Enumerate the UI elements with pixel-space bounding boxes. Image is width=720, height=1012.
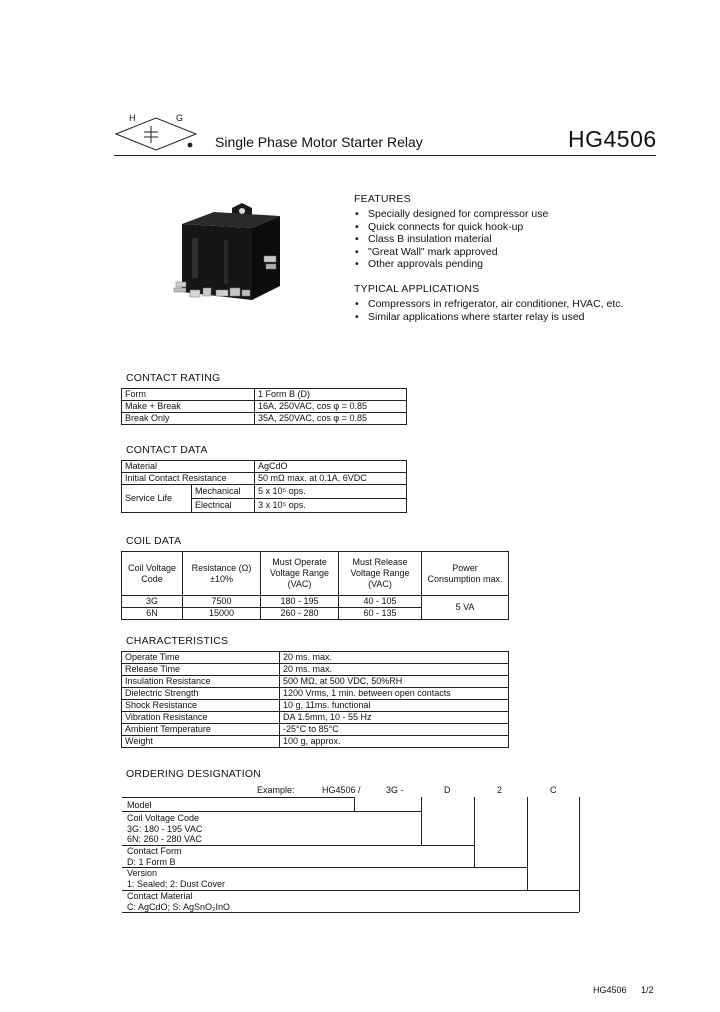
- col-header: Must Release Voltage Range (VAC): [339, 552, 422, 596]
- row-value: 16A, 250VAC, cos φ = 0.85: [255, 401, 407, 413]
- logo-letter-h: H: [129, 113, 136, 123]
- example-label: Example:: [257, 785, 295, 795]
- code-coil: 3G -: [386, 785, 404, 795]
- footer-page: 1/2: [641, 985, 654, 995]
- row-value: 3 x 10⁵ ops.: [255, 499, 407, 513]
- row-value: 5 x 10⁵ ops.: [255, 485, 407, 499]
- contact-material-line: Contact Material: [127, 891, 193, 901]
- row-label: Break Only: [122, 413, 255, 425]
- table-row: [122, 485, 407, 499]
- row-label: Shock Resistance: [122, 700, 280, 712]
- coil-data-table: [121, 551, 509, 620]
- feature-item: • Quick connects for quick hook-up: [354, 221, 548, 234]
- table-row: [122, 712, 509, 724]
- footer-model: HG4506: [593, 985, 627, 995]
- coil-code-block: [127, 813, 202, 845]
- col-header: Must Operate Voltage Range (VAC): [261, 552, 339, 596]
- row-label: Ambient Temperature: [122, 724, 280, 736]
- row-label: Initial Contact Resistance: [122, 473, 255, 485]
- version-connector: [527, 797, 528, 890]
- col-header: Power Consumption max.: [422, 552, 509, 596]
- coil-data-heading: COIL DATA: [126, 535, 182, 547]
- characteristics-table: [121, 651, 509, 748]
- table-row: [122, 676, 509, 688]
- row-value: 50 mΩ max. at 0.1A, 6VDC: [255, 473, 407, 485]
- version-line: Version: [127, 868, 158, 878]
- coil-connector: [421, 797, 422, 845]
- coil-power: 5 VA: [422, 596, 509, 620]
- row-label: Dielectric Strength: [122, 688, 280, 700]
- sub-label: Electrical: [192, 499, 255, 513]
- coil-code: 3G: [122, 596, 183, 608]
- row-value: 20 ms. max.: [280, 652, 509, 664]
- row-value: AgCdO: [255, 461, 407, 473]
- row-value: 20 ms. max.: [280, 664, 509, 676]
- version-block: [127, 868, 225, 889]
- feature-item: • Other approvals pending: [354, 258, 548, 271]
- row-value: 500 MΩ, at 500 VDC, 50%RH: [280, 676, 509, 688]
- row-label: Release Time: [122, 664, 280, 676]
- contact-rating-table: [121, 388, 407, 425]
- form-connector: [474, 797, 475, 867]
- row-label: Service Life: [122, 485, 192, 513]
- table-row: [122, 413, 407, 425]
- table-row: [122, 473, 407, 485]
- ordering-heading: ORDERING DESIGNATION: [126, 768, 262, 780]
- code-material: C: [550, 785, 557, 795]
- coil-operate: 260 - 280: [261, 608, 339, 620]
- feature-item: • Class B insulation material: [354, 233, 548, 246]
- col-header: Coil Voltage Code: [122, 552, 183, 596]
- table-row: [122, 401, 407, 413]
- row-value: 1200 Vrms, 1 min. between open contacts: [280, 688, 509, 700]
- table-row: [122, 700, 509, 712]
- feature-item: • Specially designed for compressor use: [354, 208, 548, 221]
- coil-resistance: 15000: [183, 608, 261, 620]
- contact-data-heading: CONTACT DATA: [126, 444, 208, 456]
- table-row: [122, 596, 509, 608]
- row-label: Form: [122, 389, 255, 401]
- application-item: • Compressors in refrigerator, air conditioner, HVAC, etc.: [354, 298, 623, 311]
- row-value: 35A, 250VAC, cos φ = 0.85: [255, 413, 407, 425]
- model-connector: [354, 797, 355, 811]
- company-logo: [114, 112, 200, 156]
- page-subtitle: Single Phase Motor Starter Relay: [215, 134, 423, 150]
- row-label: Operate Time: [122, 652, 280, 664]
- coil-release: 40 - 105: [339, 596, 422, 608]
- row-label: Vibration Resistance: [122, 712, 280, 724]
- contact-rating-heading: CONTACT RATING: [126, 372, 221, 384]
- row-value: DA 1.5mm, 10 - 55 Hz: [280, 712, 509, 724]
- coil-code-line: 3G: 180 - 195 VAC: [127, 823, 203, 834]
- coil-code: 6N: [122, 608, 183, 620]
- model-title: HG4506: [568, 126, 657, 152]
- material-connector: [579, 797, 580, 912]
- logo-letter-g: G: [176, 113, 184, 123]
- ordering-top-rule: [122, 797, 354, 798]
- col-header: Resistance (Ω) ±10%: [183, 552, 261, 596]
- code-version: 2: [497, 785, 503, 795]
- table-row: [122, 664, 509, 676]
- row-label: Make + Break: [122, 401, 255, 413]
- contact-form-line: D: 1 Form B: [127, 856, 176, 867]
- code-model: HG4506 /: [322, 785, 361, 795]
- features-heading: FEATURES: [354, 193, 411, 205]
- row-label: Insulation Resistance: [122, 676, 280, 688]
- applications-heading: TYPICAL APPLICATIONS: [354, 283, 480, 295]
- characteristics-heading: CHARACTERISTICS: [126, 635, 229, 647]
- header-rule: [114, 155, 656, 156]
- row-value: 100 g, approx.: [280, 736, 509, 748]
- table-row: [122, 688, 509, 700]
- row-value: -25°C to 85°C: [280, 724, 509, 736]
- sub-label: Mechanical: [192, 485, 255, 499]
- row-label: Weight: [122, 736, 280, 748]
- coil-operate: 180 - 195: [261, 596, 339, 608]
- table-row: [122, 389, 407, 401]
- application-item: • Similar applications where starter relay is used: [354, 311, 623, 324]
- table-row: [122, 652, 509, 664]
- model-label: Model: [127, 800, 152, 810]
- table-row: [122, 736, 509, 748]
- coil-code-line: Coil Voltage Code: [127, 813, 200, 823]
- coil-rule: [122, 811, 421, 812]
- features-list: [354, 208, 548, 271]
- contact-form-block: [127, 846, 182, 867]
- contact-data-table: [121, 460, 407, 513]
- contact-material-block: [127, 891, 230, 912]
- coil-resistance: 7500: [183, 596, 261, 608]
- applications-list: [354, 298, 623, 323]
- row-label: Material: [122, 461, 255, 473]
- feature-item: • "Great Wall" mark approved: [354, 246, 548, 259]
- end-rule: [122, 912, 579, 913]
- row-value: 1 Form B (D): [255, 389, 407, 401]
- table-row: [122, 461, 407, 473]
- table-row: [122, 724, 509, 736]
- relay-product-image: [168, 200, 288, 312]
- contact-material-line: C: AgCdO; S: AgSnO₂InO: [127, 901, 231, 912]
- contact-form-line: Contact Form: [127, 846, 182, 856]
- version-line: 1: Sealed; 2: Dust Cover: [127, 878, 226, 889]
- row-value: 10 g, 11ms. functional: [280, 700, 509, 712]
- coil-release: 60 - 135: [339, 608, 422, 620]
- coil-code-line: 6N: 260 - 280 VAC: [127, 834, 202, 844]
- code-form: D: [444, 785, 451, 795]
- table-header-row: [122, 552, 509, 596]
